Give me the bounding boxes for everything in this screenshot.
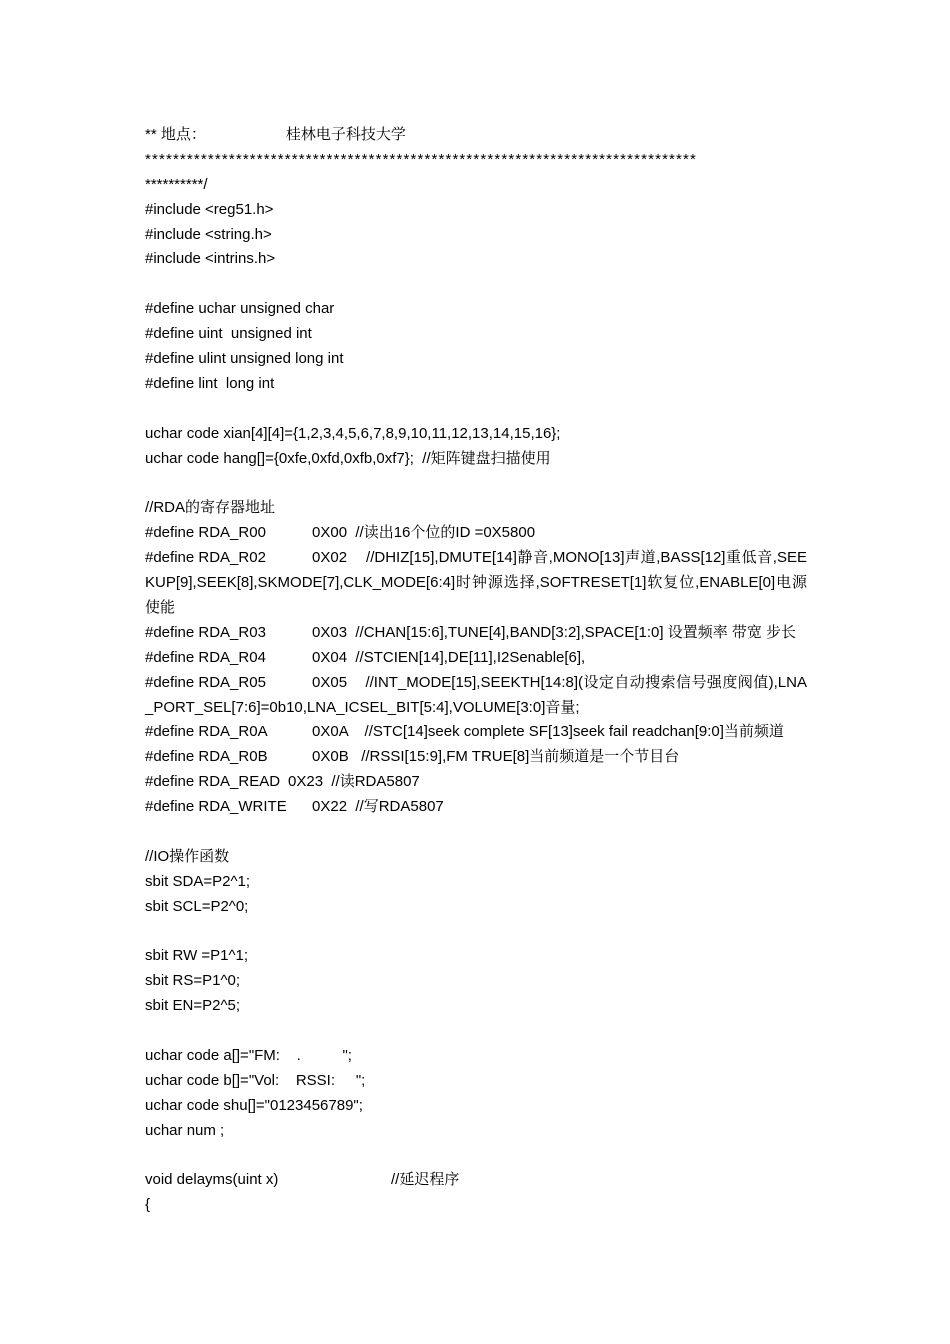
array-line: uchar code xian[4][4]={1,2,3,4,5,6,7,8,9,10,11,12,13,14,15,16}; bbox=[145, 424, 561, 442]
function-brace: { bbox=[145, 1196, 151, 1214]
define-name: #define RDA_R02 bbox=[145, 549, 266, 567]
sbit-line: sbit SDA=P2^1; bbox=[145, 872, 251, 890]
string-line: uchar num ; bbox=[145, 1121, 225, 1139]
include-line: #include <string.h> bbox=[145, 225, 272, 243]
blank-line bbox=[145, 272, 807, 297]
define-name: #define RDA_R03 bbox=[145, 623, 266, 641]
sbit-line: sbit RW =P1^1; bbox=[145, 947, 249, 965]
rda-define-line bbox=[145, 745, 807, 770]
star-border-line: ******************************************************************************* bbox=[145, 150, 698, 168]
define-value: 0X0A bbox=[312, 723, 348, 741]
string-line: uchar code shu[]="0123456789"; bbox=[145, 1096, 363, 1114]
function-signature-line bbox=[145, 1168, 807, 1193]
blank-line bbox=[145, 471, 807, 496]
sbit-line: sbit EN=P2^5; bbox=[145, 997, 241, 1015]
rda-define-line bbox=[145, 646, 807, 671]
function-comment: //延迟程序 bbox=[391, 1171, 460, 1189]
define-comment: //STCIEN[14],DE[11],I2Senable[6], bbox=[347, 648, 586, 666]
blank-line bbox=[145, 920, 807, 945]
location-line bbox=[145, 123, 807, 148]
define-value: 0X03 bbox=[312, 623, 348, 641]
define-name: #define RDA_R05 bbox=[145, 673, 266, 691]
define-value: 0X02 bbox=[312, 549, 348, 567]
define-name: #define RDA_READ bbox=[145, 773, 281, 791]
string-line: uchar code a[]="FM: . "; bbox=[145, 1047, 352, 1065]
rda-define-line bbox=[145, 720, 807, 745]
blank-line bbox=[145, 820, 807, 845]
location-label: ** 地点： bbox=[145, 126, 206, 143]
blank-line bbox=[145, 1144, 807, 1169]
define-line: #define uint unsigned int bbox=[145, 325, 312, 343]
rda-define-line bbox=[145, 621, 807, 646]
rda-comment: //RDA的寄存器地址 bbox=[145, 499, 276, 517]
define-name: #define RDA_R0B bbox=[145, 748, 268, 766]
function-signature: void delayms(uint x) bbox=[145, 1171, 279, 1189]
define-comment: //读RDA5807 bbox=[323, 773, 420, 791]
define-comment: //INT_MODE[15],SEEKTH[14:8](设定自动搜索信号强度阀值),LNA_PORT_SEL[7:6]=0b10,LNA_ICSEL_BIT[5:4],VOLUME[3:0]音量; bbox=[145, 673, 807, 716]
rda-define-line bbox=[145, 546, 807, 621]
include-line: #include <reg51.h> bbox=[145, 200, 274, 218]
sbit-line: sbit SCL=P2^0; bbox=[145, 897, 249, 915]
define-name: #define RDA_R04 bbox=[145, 648, 266, 666]
define-line: #define lint long int bbox=[145, 374, 275, 392]
define-value: 0X05 bbox=[312, 673, 348, 691]
define-value: 0X23 bbox=[288, 773, 324, 791]
string-line: uchar code b[]="Vol: RSSI: "; bbox=[145, 1071, 366, 1089]
code-listing bbox=[145, 123, 807, 1218]
define-value: 0X00 bbox=[312, 524, 348, 542]
define-name: #define RDA_R00 bbox=[145, 524, 266, 542]
define-comment: //CHAN[15:6],TUNE[4],BAND[3:2],SPACE[1:0] 设置频率 带宽 步长 bbox=[347, 623, 797, 641]
sbit-line: sbit RS=P1^0; bbox=[145, 972, 241, 990]
include-line: #include <intrins.h> bbox=[145, 250, 276, 268]
location-value: 桂林电子科技大学 bbox=[285, 126, 406, 143]
define-comment: //读出16个位的ID =0X5800 bbox=[347, 524, 536, 542]
define-line: #define uchar unsigned char bbox=[145, 300, 335, 318]
define-name: #define RDA_R0A bbox=[145, 723, 268, 741]
rw-define-line bbox=[145, 770, 807, 795]
define-value: 0X04 bbox=[312, 648, 348, 666]
blank-line bbox=[145, 397, 807, 422]
define-value: 0X22 bbox=[312, 798, 348, 816]
define-line: #define ulint unsigned long int bbox=[145, 350, 344, 368]
define-comment: //STC[14]seek complete SF[13]seek fail readchan[9:0]当前频道 bbox=[347, 723, 784, 741]
rda-define-line bbox=[145, 521, 807, 546]
define-value: 0X0B bbox=[312, 748, 349, 766]
array-line: uchar code hang[]={0xfe,0xfd,0xfb,0xf7}; //矩阵键盘扫描使用 bbox=[145, 449, 551, 467]
rda-define-line bbox=[145, 671, 807, 721]
define-comment: //DHIZ[15],DMUTE[14]静音,MONO[13]声道,BASS[12]重低音,SEEKUP[9],SEEK[8],SKMODE[7],CLK_MODE[6:4]时钟源选择,SOFTRESET[1]软复位,ENABLE[0]电源使能 bbox=[145, 549, 807, 616]
define-name: #define RDA_WRITE bbox=[145, 798, 287, 816]
star-border-end: **********/ bbox=[145, 175, 208, 193]
io-comment: //IO操作函数 bbox=[145, 847, 230, 865]
define-comment: //RSSI[15:9],FM TRUE[8]当前频道是一个节目台 bbox=[348, 748, 680, 766]
rw-define-line bbox=[145, 795, 807, 820]
define-comment: //写RDA5807 bbox=[347, 798, 444, 816]
blank-line bbox=[145, 1019, 807, 1044]
